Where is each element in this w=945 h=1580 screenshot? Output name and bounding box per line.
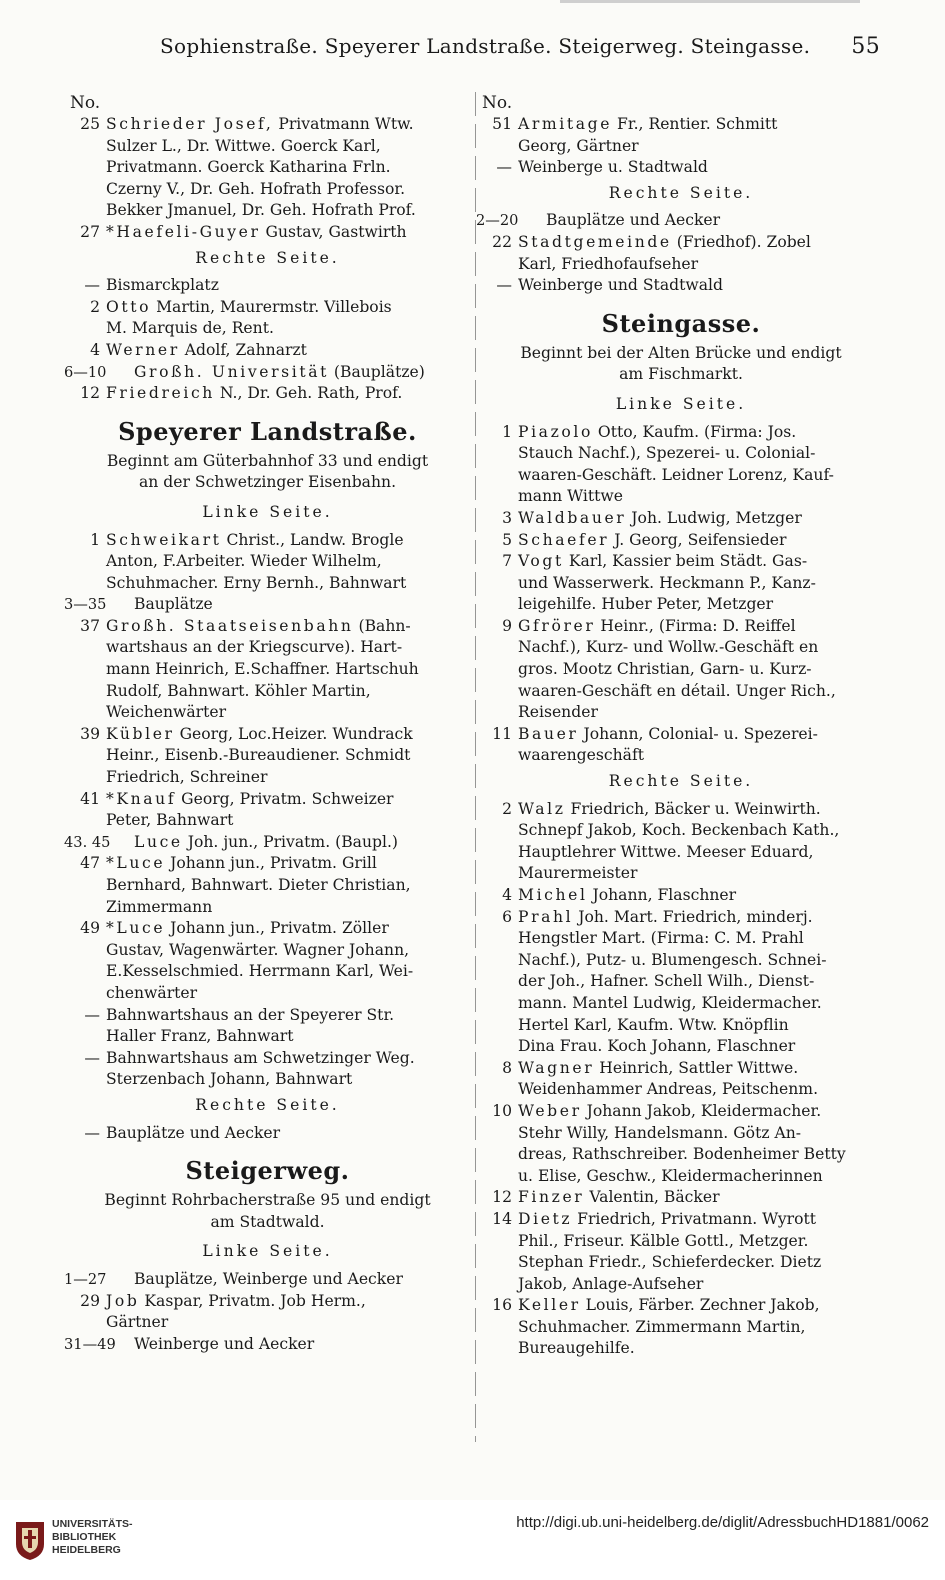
entry-detail: Fr., Rentier. Schmitt [612,115,778,133]
left-column [64,92,465,1355]
entry-continuation-line: Stehr Willy, Handelsmann. Götz An- [518,1123,802,1142]
entry-first-line [518,114,880,136]
resident-name: Job [106,1291,140,1310]
directory-entry [70,853,465,918]
entry-continuation-line: Nachf.), Kurz- und Wollw.-Geschäft en [518,638,819,657]
directory-entry [482,530,880,552]
entry-first-line [518,885,880,907]
directory-entry [70,724,465,789]
directory-entry [64,1269,465,1291]
entry-first-line [518,275,880,297]
number-heading: No. [70,93,101,113]
entry-first-line [106,918,465,940]
house-number: 2—20 [476,212,519,230]
column-divider [475,92,476,1442]
entry-first-line [518,799,880,821]
entry-continuation-line: Stephan Friedr., Schieferdecker. Dietz [518,1253,822,1272]
entry-continuation-line: mann. Mantel Ludwig, Kleidermacher. [518,993,822,1012]
resident-name: Stadtgemeinde [518,232,672,251]
resident-name: Armitage [518,115,613,133]
entry-list [64,530,465,1091]
entry-detail: Gustav, Gastwirth [260,222,407,241]
scan-edge [560,0,860,3]
side-label: Linke Seite. [615,394,747,413]
resident-name: *Luce [106,854,166,873]
street-description-line: am Fischmarkt. [619,365,743,384]
entry-first-line [106,530,465,552]
resident-name: Michel [518,886,588,904]
entry-first-line [518,1295,880,1317]
entry-detail: (Bahn- [353,616,411,635]
library-name-line: UNIVERSITÄTS- [52,1518,133,1530]
page-number: 55 [851,34,880,59]
entry-first-line [134,1269,465,1291]
resident-name: Bauer [518,724,579,743]
entry-detail: Kaspar, Privatm. Job Herm., [139,1291,366,1310]
street-title: Steingasse. [601,308,761,338]
entry-detail: Bauplätze, Weinberge und Aecker [134,1269,403,1288]
library-name-line: HEIDELBERG [52,1544,121,1556]
entry-detail: Johann, Flaschner [587,886,737,904]
entry-continuation-line: Karl, Friedhofaufseher [518,254,699,273]
entry-continuation-line: Reisender [518,703,598,722]
entry-first-line [518,724,880,746]
street-description-line: an der Schwetzinger Eisenbahn. [138,473,397,492]
resident-name: Schaefer [518,530,610,549]
entry-detail: Joh. Mart. Friedrich, minderj. [573,907,813,926]
house-number: — [84,1005,100,1024]
entry-first-line [106,383,465,405]
entry-detail: Joh. jun., Privatm. (Baupl.) [182,832,399,851]
entry-first-line [106,275,465,297]
entry-detail: Martin, Maurermstr. Villebois [151,297,392,316]
entry-first-line [106,1048,465,1070]
entry-detail: Heinrich, Sattler Wittwe. [594,1058,799,1077]
entry-detail: (Friedhof). Zobel [671,232,811,251]
house-number: — [84,276,100,295]
directory-entry [482,885,880,907]
entry-detail: Johann, Colonial- u. Spezerei- [578,724,818,743]
house-number: 3 [502,508,512,527]
entry-detail: Privatmann Wtw. [273,115,414,133]
directory-entry [482,232,880,275]
entry-continuation-line: Stauch Nachf.), Spezerei- u. Colonial- [518,444,816,463]
house-number: 37 [80,616,100,635]
entry-continuation-line: Schuhmacher. Erny Bernh., Bahnwart [106,573,407,592]
entry-list [482,114,880,179]
directory-entry [70,1123,465,1145]
entry-detail: Bauplätze [134,595,213,614]
entry-detail: Bismarckplatz [106,276,219,295]
house-number: 2 [502,799,512,818]
entry-first-line [106,222,465,244]
house-number: 22 [492,232,512,251]
resident-name: Werner [106,340,180,359]
entry-continuation-line: Hertel Karl, Kaufm. Wtw. Knöpflin [518,1015,789,1034]
library-name [52,1518,133,1557]
entry-detail: Bahnwartshaus am Schwetzinger Weg. [106,1048,415,1067]
entry-first-line [134,832,465,854]
entry-detail: N., Dr. Geh. Rath, Prof. [214,384,403,403]
directory-entry [70,1005,465,1048]
entry-continuation-line: M. Marquis de, Rent. [106,319,274,338]
house-number: 5 [502,530,512,549]
entry-first-line [518,551,880,573]
directory-entry [482,275,880,297]
house-number: — [84,1048,100,1067]
entry-detail: Joh. Ludwig, Metzger [626,508,802,527]
entry-continuation-line: Friedrich, Schreiner [106,768,268,787]
house-number: 11 [492,724,512,743]
entry-continuation-line: Haller Franz, Bahnwart [106,1027,294,1046]
directory-entry [482,508,880,530]
source-url-link[interactable]: http://digi.ub.uni-heidelberg.de/diglit/AdressbuchHD1881/0062 [516,1514,929,1531]
resident-name: Wagner [518,1058,595,1077]
house-number: 6 [502,907,512,926]
entry-detail: Weinberge und Aecker [134,1334,315,1353]
entry-continuation-line: Sulzer L., Dr. Wittwe. Goerck Karl, [106,136,381,155]
directory-entry [70,918,465,1004]
entry-continuation-line: u. Elise, Geschw., Kleidermacherinnen [518,1166,823,1185]
entry-continuation-line: Peter, Bahnwart [106,811,234,830]
entry-continuation-line: waaren-Geschäft en détail. Unger Rich., [518,681,836,700]
entry-continuation-line: Bekker Jmanuel, Dr. Geh. Hofrath Prof. [106,201,416,220]
directory-entry [64,832,465,854]
entry-detail: Valentin, Bäcker [584,1188,720,1207]
resident-name: *Haefeli-Guyer [106,222,261,241]
entry-continuation-line: chenwärter [106,983,198,1002]
entry-detail: Weinberge u. Stadtwald [518,158,708,177]
resident-name: Gfrörer [518,616,596,635]
resident-name: Otto [106,297,152,316]
entry-detail: J. Georg, Seifensieder [609,530,787,549]
entry-list [64,275,465,405]
house-number: — [496,276,512,295]
street-description [70,451,465,494]
entry-continuation-line: gros. Mootz Christian, Garn- u. Kurz- [518,660,812,679]
resident-name: Keller [518,1296,581,1315]
entry-first-line [106,1291,465,1313]
directory-entry [476,210,880,232]
directory-entry [482,114,880,157]
entry-continuation-line: Rudolf, Bahnwart. Köhler Martin, [106,681,371,700]
directory-entry [70,114,465,222]
entry-continuation-line: der Joh., Hafner. Schell Wilh., Dienst- [518,972,815,991]
entry-continuation-line: E.Kesselschmied. Herrmann Karl, Wei- [106,962,414,981]
entry-detail: Bauplätze und Aecker [546,211,721,230]
entry-list [64,1269,465,1355]
directory-entry [70,530,465,595]
street-title: Steigerweg. [185,1156,350,1186]
entry-continuation-line: und Wasserwerk. Heckmann P., Kanz- [518,573,816,592]
house-number: 12 [492,1188,512,1207]
directory-entry [70,1291,465,1334]
resident-name: *Luce [106,919,166,938]
directory-entry [64,1334,465,1356]
directory-entry [70,616,465,724]
entry-first-line [546,210,880,232]
entry-continuation-line: leigehilfe. Huber Peter, Metzger [518,595,774,614]
house-number: 14 [492,1209,512,1228]
directory-entry [482,157,880,179]
directory-entry [70,222,465,244]
entry-continuation-line: Weidenhammer Andreas, Peitschenm. [518,1080,819,1099]
entry-list [482,799,880,1360]
entry-detail: Adolf, Zahnarzt [179,340,307,359]
running-header [160,34,880,68]
entry-first-line [518,616,880,638]
house-number: — [496,158,512,177]
entry-first-line [518,508,880,530]
street-description [482,343,880,386]
entry-continuation-line: Anton, F.Arbeiter. Wieder Wilhelm, [106,552,382,571]
entry-continuation-line: Schuhmacher. Zimmermann Martin, [518,1317,806,1336]
entry-detail: Otto, Kaufm. (Firma: Jos. [592,422,797,441]
entry-continuation-line: Georg, Gärtner [518,136,639,155]
resident-name: *Knauf [106,789,177,808]
resident-name: Walz [518,799,566,818]
entry-first-line [106,340,465,362]
resident-name: Waldbauer [518,508,627,527]
resident-name: Großh. Universität [134,362,329,381]
entry-first-line [134,594,465,616]
entry-detail: Johann jun., Privatm. Grill [165,854,377,873]
directory-entry [482,1209,880,1295]
street-description-line: Beginnt Rohrbacherstraße 95 und endigt [104,1191,431,1210]
side-label: Linke Seite. [202,502,333,521]
resident-name: Schweikart [106,530,222,549]
entry-first-line [106,114,465,136]
entry-list [70,1123,465,1145]
resident-name: Finzer [518,1188,585,1207]
resident-name: Luce [134,832,183,851]
resident-name: Dietz [518,1209,573,1228]
entry-continuation-line: Privatmann. Goerck Katharina Frln. [106,158,391,177]
entry-continuation-line: mann Heinrich, E.Schaffner. Hartschuh [106,660,419,679]
entry-first-line [106,297,465,319]
house-number: 49 [80,919,100,938]
directory-entry [70,297,465,340]
house-number: 8 [502,1058,512,1077]
entry-first-line [518,157,880,179]
house-number: 16 [492,1296,512,1315]
directory-entry [482,1101,880,1187]
house-number: 9 [502,616,512,635]
entry-detail: Johann Jakob, Kleidermacher. [581,1101,822,1120]
number-heading: No. [482,93,513,113]
house-number: 51 [492,115,512,133]
entry-first-line [134,362,465,384]
entry-continuation-line: Weichenwärter [106,703,227,722]
entry-detail: Weinberge und Stadtwald [518,276,723,295]
directory-entry [482,551,880,616]
entry-continuation-line: Hauptlehrer Wittwe. Meeser Eduard, [518,842,814,861]
entry-continuation-line: Bernhard, Bahnwart. Dieter Christian, [106,876,411,894]
entry-continuation-line: dreas, Rathschreiber. Bodenheimer Betty [518,1145,846,1164]
entry-first-line [106,616,465,638]
entry-continuation-line: waarengeschäft [518,746,644,765]
entry-continuation-line: Bureaugehilfe. [518,1339,635,1358]
directory-entry [482,1295,880,1360]
directory-entry [70,789,465,832]
entry-first-line [106,724,465,746]
entry-continuation-line: Phil., Friseur. Kälble Gottl., Metzger. [518,1231,809,1250]
viewer-footer [0,1500,945,1580]
entry-continuation-line: Schnepf Jakob, Koch. Beckenbach Kath., [518,821,840,840]
directory-entry [482,907,880,1058]
entry-first-line [106,1123,465,1145]
house-number: 1 [502,422,512,441]
side-label: Rechte Seite. [608,183,754,202]
street-description [70,1190,465,1233]
directory-entry [70,275,465,297]
entry-detail: Johann jun., Privatm. Zöller [165,919,389,938]
house-number: 2 [90,297,100,316]
side-label: Rechte Seite. [195,1095,340,1114]
street-description-line: Beginnt bei der Alten Brücke und endigt [520,343,842,362]
entry-detail: Louis, Färber. Zechner Jakob, [580,1296,820,1315]
house-number: 3—35 [64,596,107,614]
entry-continuation-line: Gustav, Wagenwärter. Wagner Johann, [106,940,410,959]
street-title: Speyerer Landstraße. [118,416,417,446]
entry-first-line [518,1209,880,1231]
entry-continuation-line: wartshaus an der Kriegscurve). Hart- [106,638,403,657]
entry-detail: Christ., Landw. Brogle [221,530,404,549]
directory-entry [482,724,880,767]
directory-entry [482,799,880,885]
house-number: 7 [502,552,512,571]
entry-first-line [106,853,465,875]
directory-entry [64,362,465,384]
directory-entry [482,1058,880,1101]
directory-entry [70,340,465,362]
side-label: Rechte Seite. [195,248,340,267]
entry-continuation-line: Gärtner [106,1313,169,1332]
entry-first-line [518,422,880,444]
entry-first-line [518,232,880,254]
entry-first-line [518,1187,880,1209]
entry-detail: (Bauplätze) [328,362,425,381]
entry-continuation-line: Czerny V., Dr. Geh. Hofrath Professor. [106,179,406,198]
house-number: 47 [80,854,100,873]
entry-continuation-line: Hengstler Mart. (Firma: C. M. Prahl [518,929,804,948]
directory-entry [482,616,880,724]
house-number: 4 [90,340,100,359]
entry-continuation-line: waaren-Geschäft. Leidner Lorenz, Kauf- [518,465,834,484]
house-number: 27 [80,222,100,241]
university-seal-icon [14,1518,46,1562]
house-number: — [84,1123,100,1142]
house-number: 29 [80,1291,100,1310]
resident-name: Piazolo [518,422,593,441]
entry-continuation-line: Heinr., Eisenb.-Bureaudiener. Schmidt [106,746,411,765]
header-streets: Sophienstraße. Speyerer Landstraße. Steigerweg. Steingasse. [160,34,811,58]
entry-continuation-line: Maurermeister [518,864,638,883]
right-column [476,92,880,1360]
entry-continuation-line: Zimmermann [106,897,213,916]
house-number: 25 [80,115,100,133]
house-number: 41 [80,789,100,808]
entry-continuation-line: Sterzenbach Johann, Bahnwart [106,1070,353,1089]
resident-name: Prahl [518,907,574,926]
entry-detail: Georg, Loc.Heizer. Wundrack [174,724,413,743]
entry-detail: Friedrich, Privatmann. Wyrott [572,1209,817,1228]
house-number: 1 [90,530,100,549]
entry-continuation-line: mann Wittwe [518,487,623,506]
entry-first-line [518,530,880,552]
entry-detail: Karl, Kassier beim Städt. Gas- [563,552,808,571]
entry-list [70,114,465,244]
house-number: 10 [492,1101,512,1120]
house-number: 43. 45 [64,833,111,851]
entry-continuation-line: Jakob, Anlage-Aufseher [518,1274,704,1293]
entry-first-line [106,1005,465,1027]
house-number: 39 [80,724,100,743]
library-name-line: BIBLIOTHEK [52,1531,117,1543]
house-number: 1—27 [64,1270,107,1288]
street-description-line: am Stadtwald. [210,1212,325,1231]
resident-name: Kübler [106,724,175,743]
entry-first-line [518,1058,880,1080]
resident-name: Großh. Staatseisenbahn [106,616,354,635]
resident-name: Vogt [518,552,564,571]
entry-detail: Bauplätze und Aecker [106,1123,281,1142]
side-label: Linke Seite. [202,1242,333,1261]
entry-continuation-line: Nachf.), Putz- u. Blumengesch. Schnei- [518,950,827,969]
street-description-line: Beginnt am Güterbahnhof 33 und endigt [106,451,429,470]
entry-list [482,422,880,768]
entry-first-line [134,1334,465,1356]
resident-name: Weber [518,1101,582,1120]
entry-detail: Bahnwartshaus an der Speyerer Str. [106,1005,395,1024]
directory-entry [64,594,465,616]
entry-first-line [518,907,880,929]
resident-name: Schrieder Josef, [106,115,274,133]
house-number: 12 [80,384,100,403]
house-number: 4 [502,886,512,904]
entry-first-line [106,789,465,811]
entry-list [476,210,880,296]
entry-detail: Georg, Privatm. Schweizer [176,789,394,808]
entry-continuation-line: Dina Frau. Koch Johann, Flaschner [518,1037,796,1056]
directory-entry [482,422,880,508]
house-number: 6—10 [64,363,107,381]
house-number: 31—49 [64,1335,116,1353]
entry-first-line [518,1101,880,1123]
entry-detail: Heinr., (Firma: D. Reiffel [595,616,796,635]
resident-name: Friedreich [106,384,215,403]
directory-entry [70,383,465,405]
directory-entry [482,1187,880,1209]
side-label: Rechte Seite. [608,772,754,791]
directory-entry [70,1048,465,1091]
entry-detail: Friedrich, Bäcker u. Weinwirth. [565,799,821,818]
